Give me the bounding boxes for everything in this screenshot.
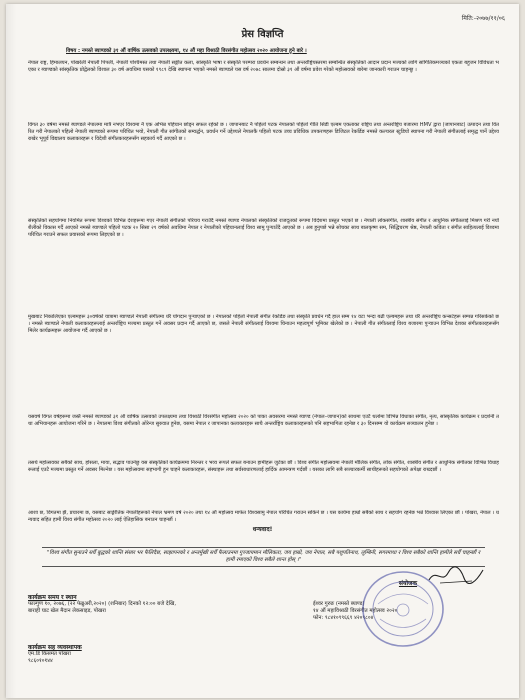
coordinator-phone: फोन: ९८४१०९९६६९ ४२०९८०४	[313, 615, 374, 621]
coordinator-title: १४ औं महाविश्राठी विरसंगीत महोत्सव २०२०	[313, 608, 398, 614]
paragraph-invitation: तसर्थ महोत्सवका सबैको साथ, होसला, माया, सद्भाव पाउनेछु यस संस्कृतिको कार्यक्रममा निरन्तर र भव्य रूपले सफल बनाउन हामीहरू जुटेका छौं । विश्व संगीत महोत्सवमा नेपाली मौलिक संगीत, लोक संगीत, शास्त्रीय संगीत र आधुनिक संगीतका विभिन्न विधाहरूलाई एउटै मञ्चमा प्रस्तुत गर्ने अवसर मिल्नेछ । यस महोत्सवमा सहभागी हुन चाहने कलाकारहरू, संस्थाहरू तथा सर्वसाधारणलाई हार्दिक आमन्त्रण गर्दछौं । यसका लागि सबै सञ्चारकर्मी साथीहरूको सहयोगको अपेक्षा राख्दछौं ।	[28, 460, 499, 473]
paragraph-hope: आशा छ, विगतमा झैं, प्रचारमा छ, यसबाट साङ्गीतिक नेपालीहरूको नेपाल भ्रमण वर्ष २०२० तथा १४ औं महोत्सव मार्फत विश्वसामु नेपाल परिचित गराउन सकिने छ । यस कार्यमा हाम्रो सबैको साथ र सहयोग रहनेछ भन्ने विश्वास लिएका छौं । पोखरा, नेपाल । धन्यवाद सहित हामी विश्व संगीत महोत्सव २०२० लाई ऐतिहासिक बनाउन चाहन्छौं ।	[28, 510, 499, 523]
venue-heading: कार्यक्रम समय र स्थान	[28, 594, 77, 601]
event-venue-block	[28, 594, 278, 615]
co-manager-heading: कार्यक्रम सह व्यवस्थापक	[28, 644, 82, 651]
paragraph-festival: यसवर्ष विगत वर्षहरूमा जस्तै नमस्ते ब्याण्डको ३१ औं वार्षिक उत्सवको उपलक्ष्यमा तथा विश्राठी विरसंगीत महोत्सव २०२० को पाका अवसरमा नमस्ते ब्याण्ड (नेपाल–जापान)को साथमा एउटै थलोमा विभिन्न विधाका संगीत, नृत्य, सांस्कृतिक कार्यक्रम र प्रदर्शनी तथा अभियानहरू आयोजना गरिने छ । नेपालमा विश्व संगीतको ओरेन्ज सुरुवात हुनेछ, यसमा नेपाल र जापानका कलाकारहरू साथै अन्तर्राष्ट्रिय कलाकारहरूको पनि सहभागिता रहनेछ र ३० दिनसम्म यो कार्यक्रम सञ्चालन हुनेछ ।	[28, 414, 499, 427]
paragraph-intro: नेपाल राष्ट्र, हिमालयन, पोखरेली नेपाली पिपली, नेपाली पश्चिमस्त तथा नेपाली सङ्गीत कला, सांस्कृति भाषा र संस्कृति परम्परा प्रवर्धन सम्बन्धन तथा अन्तर्राष्ट्रियस्तरमा सम्बन्धित संस्कृतिको आदान प्रदान मञ्चको लागि सांगितिकमञ्चको एकता बहुजन विविधता भएका र ब्याण्डको सांस्कृतिक प्रोद्वेलको विशाल ३० वर्ष अवधिमा यसको १९८९ देखि स्थापना भएको नमस्ते ब्याण्डले यस वर्ष २०७८ सालमा दोस्रो ३१ औं वर्षमा प्रवेश गरेको महोत्सवको बारेमा जानकारी गराउन चाहन्छु ।	[28, 60, 499, 73]
signature-icon	[426, 564, 486, 586]
paragraph-history: विगत ३० वर्षमा नमस्ते ब्याण्डले नेपालमा मात्रै नभएर विश्वमा नै एक अभिन्न पहिचान छोड्न सफल रहेको छ । जापानबाट नै पहिलो पटक नेपालको पहिलो गीति सिडी एल्बम एकताका राष्ट्रिय तथा अन्तर्राष्ट्रिय बजारमा HMV द्वारा (जापानबाट) उत्पादन तथा वितरित गरी नेपालको पहिलो नेपाली ब्याण्डको रूपमा परिचित भयो, नेपाली गीत सांगीतको सम्वर्द्धन, प्रवर्धन गर्ने उद्देश्यले नेपालकै पहिलो पटक उच्च प्रविधिक उपकरणहरू डिजिटल रेकर्डिङ नमस्ते कल्चरल स्टुडियो स्थापना गरी नेपाली संगीतलाई समृद्ध पार्ने उद्देश्य राखेर भूपूर्व विद्यालय कलाकारहरू र विदेशी संगीतकारहरूसँग सहकार्य गर्दै आएको छ ।	[28, 122, 499, 142]
paragraph-culture: संस्कृतिको सहयोगमा नियमित रूपमा विश्वको विभिन्न देशहरूमा गएर नेपाली संगीतको परिचय गराउँदै नमस्ते ब्याण्ड नेपालको संस्कृतिको राजदूतको रूपमा विदेशमा प्रस्तुत भएको छ । नेपाली लोकसंगीत, शास्त्रीय संगीत र आधुनिक संगीतलाई मिश्रण गरी नयाँ शैलीको विकास गर्दै आएको नमस्ते ब्याण्डले पहिलो पटक २० सिसा २९ वर्षको अवधिमा नेपाल र नेपालीको पहिचानलाई विश्व सामु पुर्‍याउँदै आएको छ । अब हुनुपर्छ भन्ने सोचका साथ बालकृष्ण सम, सिद्धिचरण श्रेष्ठ, नेपाली कविता र संगीत साहित्यलाई विश्वमा परिचित गराउने सफल प्रयासको रूपमा लिइएको छ ।	[28, 218, 499, 238]
press-release-page	[6, 4, 519, 698]
motto-quote: "विश्व संगीत सुनाउने सधैँ बुद्धको शान्ति संसार भर फैलिदैछ, साझापनको र अन्तर्मुखी सधैँ फैलाउनमा गुञ्जायमान मौलिकता, जय हाम्रो, जय नेपाल, सबै पशुपतिनाथ, लुम्बिनी, सगरमाथा र विश्व सबैको शान्ति हामीले सधैँ चाहन्छौं र हामी रमाएको विश्व सबैले शान्त होस् ।"	[42, 547, 485, 567]
co-manager-phone: ९८६०१०१४४	[28, 658, 53, 664]
coordinator-heading: संयोजक	[398, 580, 418, 587]
paragraph-albums: मुखबाट निकालिएका एल्बमहरू ३०वर्षको यात्रामा ब्याण्डले नेपाली संगीतमा धेरै योगदान पुर्‍याएको छ । नेपालको पहिलो नेपाली संगीत रेकर्डिङ तथा संस्कृति प्रवर्धन गर्दै हाल सम्म १४ वटा भन्दा बढी एल्बमहरू तथा धेरै अन्तर्राष्ट्रिय कन्सर्टहरू सम्पन्न गरिसकेको छ । नमस्ते ब्याण्डले नेपाली कलाकारहरूलाई अन्तर्राष्ट्रिय मञ्चमा प्रस्तुत गर्ने अवसर प्रदान गर्दै आएको छ, जसले नेपाली संगीतलाई विश्वमा चिनाउन महत्वपूर्ण भूमिका खेलेको छ । नेपाली गीत संगीतलाई विश्व बजारमा पुर्‍याउन विभिन्न देशका संगीतकारहरूसँग मिलेर कार्यक्रमहरू आयोजना गर्दै आएको छ ।	[28, 314, 499, 334]
subject-line: विषय : नमस्ते ब्याण्डको ३१ औं वार्षिक उत्सवको उपलक्ष्यमा, १४ औं महा विश्राठी विरसंगीत महोत्सव २०२० आयोजना हुने बारे ।	[66, 48, 307, 54]
closing-thanks: धन्यवाद!	[252, 526, 273, 533]
page-edge-shadow	[6, 4, 16, 698]
venue-place-line: बाराही घाट खेल मैदान लेकसाइड, पोखरा	[28, 608, 106, 614]
coordinator-name: ईश्वर गुरुङ (नमस्ते ब्याण्ड)	[313, 601, 365, 607]
venue-date-line: फाल्गुण १०, २०७६, (२२ फेब्रुअरी,२०२०) (शनिबार) दिनको १२:०० बजे देखि,	[28, 601, 177, 607]
co-manager-block	[28, 644, 278, 665]
date-line: मिति:-२०७७/११/०६	[461, 15, 505, 22]
page-title: प्रेस विज्ञप्ति	[241, 29, 284, 40]
co-manager-name: एम.डि किसमत पोखरा	[28, 651, 71, 657]
